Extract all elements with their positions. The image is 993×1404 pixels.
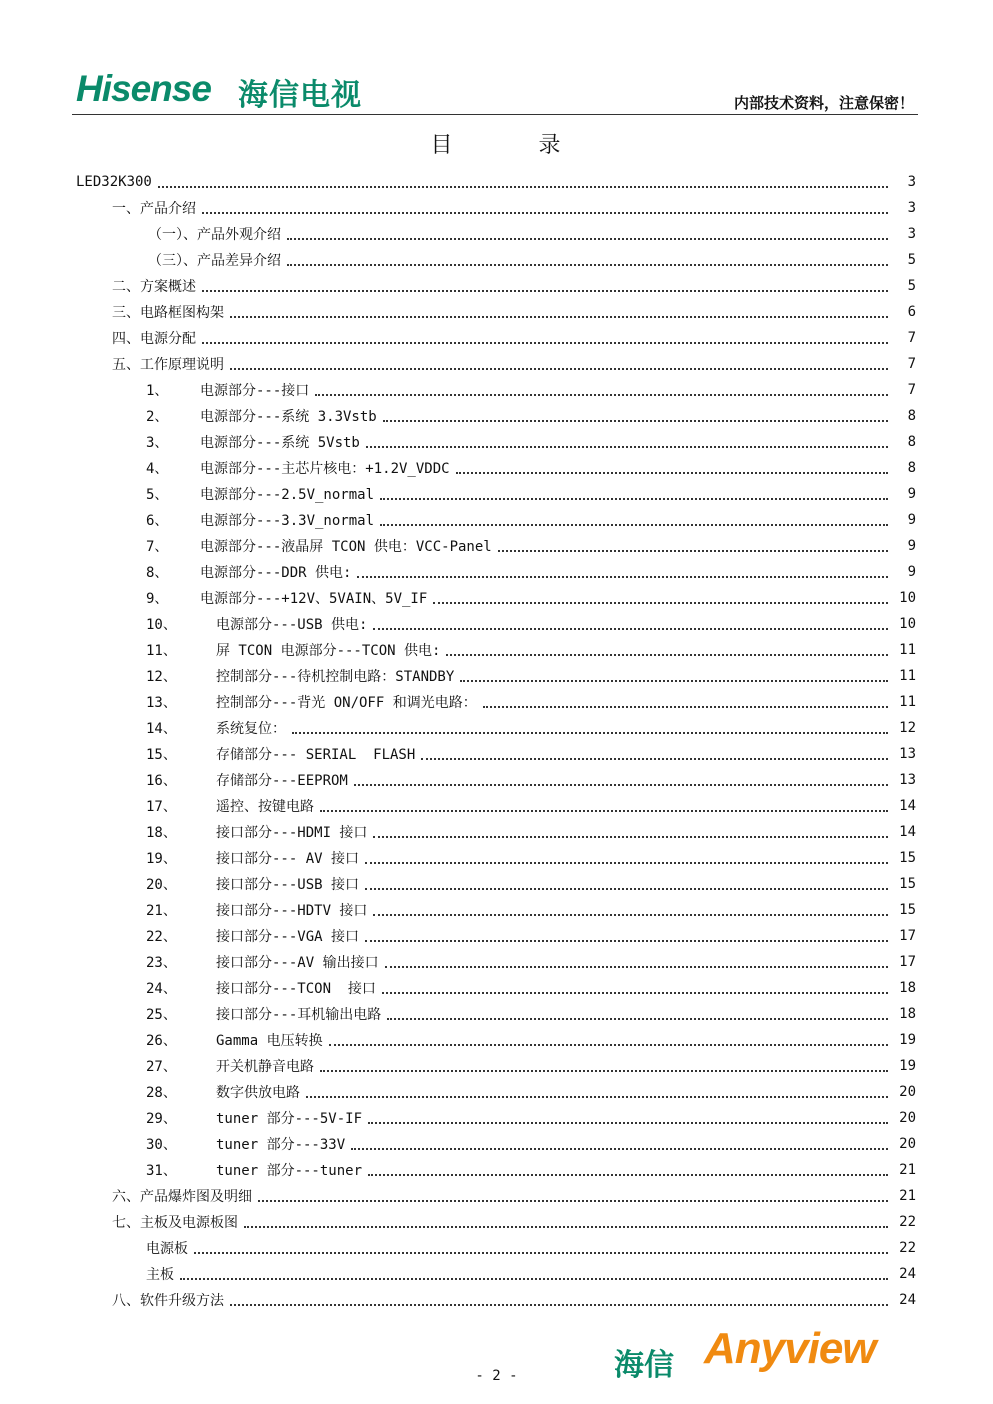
toc-dot-leader [230,368,888,370]
toc-entry-label: 接口部分---TCON 接口 [216,981,376,997]
toc-entry-number: 17、 [146,799,177,815]
toc-dot-leader [446,654,888,656]
toc-entry-page: 7 [907,330,916,346]
toc-dot-leader [433,602,888,604]
toc-entry-number: 19、 [146,851,177,867]
toc-dot-leader [357,576,888,578]
toc-entry-page: 20 [899,1084,916,1100]
toc-entry-number: 23、 [146,955,177,971]
toc-entry-page: 3 [907,226,916,242]
toc-entry-label: 控制部分---背光 ON/OFF 和调光电路： [216,695,477,711]
toc-dot-leader [483,706,888,708]
toc-dot-leader [365,862,888,864]
toc-dot-leader [320,810,888,812]
toc-entry[interactable] [76,221,916,247]
toc-entry-page: 19 [899,1032,916,1048]
toc-entry-page: 8 [907,408,916,424]
toc-entry-number: 27、 [146,1059,177,1075]
toc-dot-leader [287,264,888,266]
toc-entry-label: 电源部分---系统 3.3Vstb [200,409,377,425]
toc-entry[interactable] [76,1079,916,1105]
toc-entry[interactable] [76,507,916,533]
toc-entry[interactable] [76,169,916,195]
toc-entry-label: 四、电源分配 [112,331,196,347]
toc-dot-leader [230,316,888,318]
toc-dot-leader [387,1018,888,1020]
toc-entry-number: 12、 [146,669,177,685]
toc-entry-label: 电源部分---接口 [200,383,310,399]
toc-entry-number: 25、 [146,1007,177,1023]
toc-entry-page: 7 [907,382,916,398]
toc-entry-page: 3 [907,200,916,216]
toc-dot-leader [373,836,888,838]
toc-entry-label: 三、电路框图构架 [112,305,224,321]
toc-dot-leader [373,914,888,916]
toc-entry[interactable] [76,741,916,767]
toc-entry[interactable] [76,637,916,663]
toc-entry[interactable] [76,975,916,1001]
toc-entry-label: 接口部分--- AV 接口 [216,851,360,867]
toc-dot-leader [456,472,888,474]
toc-entry-page: 8 [907,460,916,476]
toc-entry[interactable] [76,325,916,351]
toc-entry[interactable] [76,845,916,871]
toc-entry-label: 接口部分---USB 接口 [216,877,360,893]
toc-entry[interactable] [76,403,916,429]
toc-entry-page: 9 [907,564,916,580]
toc-entry[interactable] [76,1027,916,1053]
toc-entry[interactable] [76,949,916,975]
toc-entry-number: 13、 [146,695,177,711]
toc-entry-label: 八、软件升级方法 [112,1293,224,1309]
toc-entry-label: 开关机静音电路 [216,1059,314,1075]
toc-entry-number: 11、 [146,643,177,659]
toc-dot-leader [385,966,888,968]
toc-entry-label: 电源板 [146,1241,188,1257]
toc-entry-label: 接口部分---HDTV 接口 [216,903,368,919]
toc-entry[interactable] [76,689,916,715]
toc-dot-leader [382,992,888,994]
toc-entry-number: 4、 [146,461,169,477]
toc-entry-label: Gamma 电压转换 [216,1033,323,1049]
toc-entry-number: 18、 [146,825,177,841]
toc-entry-page: 13 [899,772,916,788]
toc-entry-number: 10、 [146,617,177,633]
toc-entry-page: 8 [907,434,916,450]
toc-dot-leader [292,732,888,734]
toc-entry-label: 屏 TCON 电源部分---TCON 供电: [216,643,441,659]
toc-dot-leader [194,1252,888,1254]
toc-entry-label: 电源部分---USB 供电: [216,617,368,633]
toc-dot-leader [354,784,888,786]
toc-entry-label: 存储部分---EEPROM [216,773,348,789]
toc-entry-label: tuner 部分---tuner [216,1163,363,1179]
toc-entry[interactable] [76,611,916,637]
toc-entry[interactable] [76,819,916,845]
toc-entry-number: 15、 [146,747,177,763]
toc-dot-leader [180,1278,888,1280]
toc-entry-page: 15 [899,850,916,866]
toc-entry[interactable] [76,195,916,221]
toc-entry-number: 5、 [146,487,169,503]
toc-entry-number: 7、 [146,539,169,555]
toc-entry-page: 14 [899,824,916,840]
toc-entry-page: 10 [899,616,916,632]
toc-dot-leader [373,628,888,630]
toc-dot-leader [365,940,888,942]
table-of-contents [76,169,916,1313]
toc-entry-label: tuner 部分---5V-IF [216,1111,363,1127]
toc-entry[interactable] [76,1105,916,1131]
toc-entry-number: 14、 [146,721,177,737]
toc-entry-page: 18 [899,980,916,996]
toc-dot-leader [230,1304,888,1306]
toc-entry-label: 接口部分---耳机输出电路 [216,1007,382,1023]
toc-entry-page: 15 [899,876,916,892]
toc-entry-label: 电源部分---主芯片核电：+1.2V_VDDC [200,461,450,477]
toc-entry-page: 9 [907,486,916,502]
toc-dot-leader [421,758,888,760]
toc-entry[interactable] [76,1131,916,1157]
title-part-1: 目 [430,133,455,158]
toc-entry-number: 20、 [146,877,177,893]
toc-entry-number: 28、 [146,1085,177,1101]
page-number: - 2 - [475,1368,518,1384]
toc-entry-label: 主板 [146,1267,174,1283]
toc-entry-label: 七、主板及电源板图 [112,1215,238,1231]
toc-dot-leader [460,680,888,682]
toc-entry-page: 17 [899,928,916,944]
toc-entry-label: 电源部分---液晶屏 TCON 供电：VCC-Panel [200,539,492,555]
toc-entry[interactable] [76,871,916,897]
toc-entry-label: 遥控、按键电路 [216,799,314,815]
toc-entry[interactable] [76,923,916,949]
hisense-tv-logo-cn: 海信电视 [238,78,362,113]
toc-entry[interactable] [76,559,916,585]
toc-dot-leader [498,550,888,552]
toc-dot-leader [202,290,888,292]
title-part-2: 录 [538,133,563,158]
toc-entry-number: 30、 [146,1137,177,1153]
toc-dot-leader [368,1174,888,1176]
toc-entry-label: 二、方案概述 [112,279,196,295]
toc-entry-number: 6、 [146,513,169,529]
toc-entry[interactable] [76,1261,916,1287]
toc-dot-leader [380,498,888,500]
toc-entry-label: 存储部分--- SERIAL FLASH [216,747,416,763]
toc-entry-page: 22 [899,1240,916,1256]
toc-dot-leader [306,1096,888,1098]
toc-entry-number: 31、 [146,1163,177,1179]
toc-dot-leader [244,1226,888,1228]
toc-entry-label: 控制部分---待机控制电路：STANDBY [216,669,455,685]
page-title [0,128,993,159]
toc-entry-page: 5 [907,252,916,268]
toc-entry-page: 11 [899,668,916,684]
header-divider [72,114,918,115]
toc-entry-label: 电源部分---3.3V_normal [200,513,375,529]
toc-dot-leader [351,1148,888,1150]
page-header [72,60,918,116]
toc-entry-page: 9 [907,512,916,528]
toc-entry-label: 电源部分---2.5V_normal [200,487,375,503]
toc-entry[interactable] [76,533,916,559]
toc-entry-page: 6 [907,304,916,320]
toc-entry-label: tuner 部分---33V [216,1137,346,1153]
toc-entry[interactable] [76,1001,916,1027]
toc-entry-label: 电源部分---系统 5Vstb [200,435,360,451]
toc-entry-page: 7 [907,356,916,372]
toc-entry[interactable] [76,247,916,273]
hisense-logo: Hisense [76,68,211,109]
toc-entry-label: 一、产品介绍 [112,201,196,217]
toc-entry[interactable] [76,1235,916,1261]
toc-entry-page: 24 [899,1292,916,1308]
toc-entry-page: 24 [899,1266,916,1282]
toc-entry[interactable] [76,663,916,689]
toc-dot-leader [320,1070,888,1072]
toc-entry[interactable] [76,897,916,923]
toc-entry-label: 接口部分---AV 输出接口 [216,955,379,971]
toc-entry[interactable] [76,351,916,377]
toc-entry-label: 电源部分---DDR 供电: [200,565,352,581]
toc-entry-label: （三）、产品差异介绍 [148,253,281,269]
toc-entry[interactable] [76,481,916,507]
toc-entry[interactable] [76,455,916,481]
toc-dot-leader [383,420,888,422]
toc-dot-leader [366,446,888,448]
toc-entry[interactable] [76,715,916,741]
toc-entry[interactable] [76,1209,916,1235]
toc-entry-label: 接口部分---HDMI 接口 [216,825,368,841]
toc-entry[interactable] [76,585,916,611]
toc-dot-leader [258,1200,888,1202]
toc-entry-number: 21、 [146,903,177,919]
toc-entry[interactable] [76,793,916,819]
toc-entry-number: 16、 [146,773,177,789]
toc-entry-page: 5 [907,278,916,294]
toc-entry-number: 26、 [146,1033,177,1049]
toc-entry-page: 15 [899,902,916,918]
toc-entry-label: LED32K300 [76,174,152,190]
toc-entry-page: 19 [899,1058,916,1074]
toc-entry-page: 13 [899,746,916,762]
toc-entry-page: 22 [899,1214,916,1230]
toc-entry[interactable] [76,273,916,299]
toc-entry-page: 21 [899,1188,916,1204]
toc-dot-leader [202,212,888,214]
toc-dot-leader [380,524,888,526]
toc-entry-number: 29、 [146,1111,177,1127]
toc-entry-label: 电源部分---+12V、5VAIN、5V_IF [200,591,428,607]
toc-entry[interactable] [76,767,916,793]
toc-entry-label: 五、工作原理说明 [112,357,224,373]
toc-entry-label: 接口部分---VGA 接口 [216,929,360,945]
toc-entry[interactable] [76,1287,916,1313]
toc-entry-page: 20 [899,1136,916,1152]
toc-entry-page: 3 [907,174,916,190]
toc-entry-page: 18 [899,1006,916,1022]
toc-entry-page: 11 [899,694,916,710]
toc-entry-page: 9 [907,538,916,554]
toc-dot-leader [158,186,888,188]
toc-entry-label: 六、产品爆炸图及明细 [112,1189,252,1205]
confidential-note: 内部技术资料，注意保密！ [733,94,914,112]
toc-entry-page: 10 [899,590,916,606]
toc-dot-leader [287,238,888,240]
anyview-logo-cn: 海信 [614,1348,674,1383]
toc-entry[interactable] [76,1183,916,1209]
toc-dot-leader [365,888,888,890]
anyview-logo-text: Anyview [704,1324,876,1373]
toc-entry[interactable] [76,429,916,455]
toc-dot-leader [202,342,888,344]
toc-entry-number: 22、 [146,929,177,945]
toc-entry-number: 9、 [146,591,169,607]
toc-entry-page: 20 [899,1110,916,1126]
toc-entry[interactable] [76,299,916,325]
toc-entry-page: 21 [899,1162,916,1178]
toc-entry[interactable] [76,377,916,403]
toc-dot-leader [368,1122,888,1124]
toc-entry-label: 数字供放电路 [216,1085,300,1101]
toc-dot-leader [329,1044,888,1046]
toc-entry-page: 17 [899,954,916,970]
toc-entry-number: 24、 [146,981,177,997]
toc-dot-leader [315,394,888,396]
toc-entry-number: 2、 [146,409,169,425]
toc-entry-label: 系统复位： [216,721,286,737]
toc-entry-page: 11 [899,642,916,658]
toc-entry-number: 1、 [146,383,169,399]
toc-entry[interactable] [76,1157,916,1183]
toc-entry[interactable] [76,1053,916,1079]
toc-entry-number: 3、 [146,435,169,451]
toc-entry-number: 8、 [146,565,169,581]
toc-entry-page: 12 [899,720,916,736]
toc-entry-page: 14 [899,798,916,814]
toc-entry-label: （一）、产品外观介绍 [148,227,281,243]
